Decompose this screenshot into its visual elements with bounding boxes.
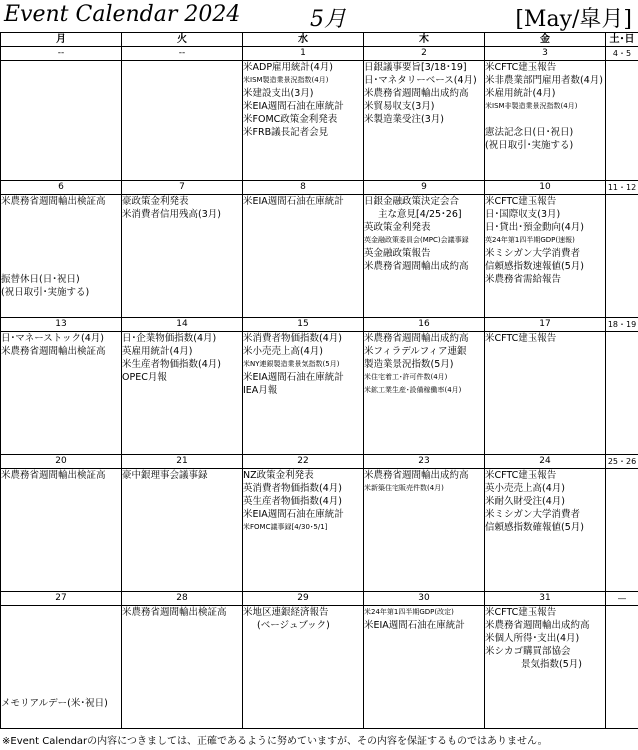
date-number: 28 bbox=[122, 592, 243, 606]
disclaimer-footer: ※Event Calendarの内容につきましては、正確であるように努めていますが、その内容を保証するものではありません。 bbox=[2, 736, 548, 747]
calendar-grid bbox=[0, 32, 638, 729]
weekday-fri: 金 bbox=[485, 33, 606, 47]
day-cell bbox=[606, 606, 638, 729]
date-number: 29 bbox=[243, 592, 364, 606]
event-entry: 米耐久財受注(4月) bbox=[485, 496, 565, 507]
event-entry: 米農務省週間輸出検証高 bbox=[1, 470, 106, 481]
date-number: 21 bbox=[122, 455, 243, 469]
event-entry: 米消費者物価指数(4月) bbox=[243, 333, 342, 344]
weekday-header-row bbox=[1, 33, 638, 47]
date-number: -- bbox=[1, 47, 122, 61]
day-cell bbox=[122, 61, 243, 181]
date-number: 16 bbox=[364, 318, 485, 332]
date-number: 4・5 bbox=[606, 47, 638, 61]
day-cell bbox=[243, 606, 364, 729]
day-cell bbox=[1, 332, 122, 455]
event-entry: 英雇用統計(4月) bbox=[122, 346, 193, 357]
day-cell bbox=[364, 332, 485, 455]
event-entry: 米農務省週間輸出検証高 bbox=[122, 607, 227, 618]
event-entry: 英24年第1四半期GDP(速報) bbox=[485, 236, 575, 244]
calendar-title: Event Calendar 2024 bbox=[4, 2, 241, 27]
date-number-row bbox=[1, 592, 638, 606]
day-cell bbox=[122, 195, 243, 318]
date-number: 3 bbox=[485, 47, 606, 61]
event-entry: 米EIA週間石油在庫統計 bbox=[243, 196, 344, 207]
day-cell bbox=[1, 606, 122, 729]
day-cell bbox=[364, 61, 485, 181]
date-number: 18・19 bbox=[606, 318, 638, 332]
calendar-header bbox=[0, 0, 638, 32]
date-number: 20 bbox=[1, 455, 122, 469]
day-cell bbox=[1, 195, 122, 318]
date-number: 15 bbox=[243, 318, 364, 332]
date-number-row bbox=[1, 455, 638, 469]
events-row bbox=[1, 195, 638, 318]
day-cell bbox=[1, 469, 122, 592]
weekday-weekend: 土･日 bbox=[606, 33, 638, 47]
event-entry bbox=[1, 619, 121, 632]
date-number-row bbox=[1, 181, 638, 195]
event-entry: 米貿易収支(3月) bbox=[364, 101, 435, 112]
event-entry: 英金融政策報告 bbox=[364, 248, 431, 259]
event-entry: 日･企業物価指数(4月) bbox=[122, 333, 217, 344]
events-row bbox=[1, 61, 638, 181]
event-entry: 米農務省週間輸出成約高 bbox=[364, 333, 469, 344]
day-cell bbox=[606, 195, 638, 318]
event-entry: 米小売売上高(4月) bbox=[243, 346, 323, 357]
event-entry: 米消費者信用残高(3月) bbox=[122, 209, 221, 220]
event-entry: メモリアルデー(米･祝日) bbox=[1, 698, 108, 709]
event-entry bbox=[1, 260, 121, 273]
event-entry: 豪政策金利発表 bbox=[122, 196, 189, 207]
event-entry: 米シカゴ購買部協会 bbox=[485, 646, 571, 657]
date-number: 22 bbox=[243, 455, 364, 469]
event-entry: (祝日取引･実施する) bbox=[485, 140, 574, 151]
date-number: 6 bbox=[1, 181, 122, 195]
date-number: 2 bbox=[364, 47, 485, 61]
event-entry: 製造業景況指数(5月) bbox=[364, 359, 454, 370]
event-entry: 米製造業受注(3月) bbox=[364, 114, 444, 125]
event-entry bbox=[1, 684, 121, 697]
event-entry: 米農務省週間輸出成約高 bbox=[485, 620, 590, 631]
event-entry: 米EIA週間石油在庫統計 bbox=[243, 101, 344, 112]
event-entry: 米CFTC建玉報告 bbox=[485, 196, 557, 207]
date-number-row bbox=[1, 47, 638, 61]
date-number: 10 bbox=[485, 181, 606, 195]
event-entry: 米CFTC建玉報告 bbox=[485, 470, 557, 481]
event-entry: 米農務省週間輸出成約高 bbox=[364, 261, 469, 272]
event-entry: 英生産者物価指数(4月) bbox=[243, 496, 342, 507]
day-cell bbox=[606, 332, 638, 455]
day-cell bbox=[122, 606, 243, 729]
event-entry: 米生産者物価指数(4月) bbox=[122, 359, 221, 370]
date-number: 1 bbox=[243, 47, 364, 61]
event-entry: 日･国際収支(3月) bbox=[485, 209, 561, 220]
event-entry: 主な意見[4/25･26] bbox=[378, 209, 462, 220]
date-number: 25・26 bbox=[606, 455, 638, 469]
event-entry: 米FRB議長記者会見 bbox=[243, 127, 329, 138]
date-number: 7 bbox=[122, 181, 243, 195]
event-entry: 米農務省需給報告 bbox=[485, 274, 562, 285]
event-entry: 米CFTC建玉報告 bbox=[485, 607, 557, 618]
event-entry: 日銀金融政策決定会合 bbox=[364, 196, 460, 207]
event-entry: 米鉱工業生産･設備稼働率(4月) bbox=[364, 386, 462, 394]
event-entry: 日･マネタリーベース(4月) bbox=[364, 75, 477, 86]
date-number: 31 bbox=[485, 592, 606, 606]
event-entry: 英小売売上高(4月) bbox=[485, 483, 565, 494]
event-entry: 米ISM製造業景況指数(4月) bbox=[243, 76, 329, 84]
events-row bbox=[1, 606, 638, 729]
event-entry: 米農務省週間輸出成約高 bbox=[364, 470, 469, 481]
date-number: 27 bbox=[1, 592, 122, 606]
event-entry: (ベージュブック) bbox=[257, 620, 330, 631]
day-cell bbox=[243, 332, 364, 455]
weekday-mon: 月 bbox=[1, 33, 122, 47]
day-cell bbox=[243, 61, 364, 181]
event-entry: NZ政策金利発表 bbox=[243, 470, 314, 481]
event-entry: 米FOMC議事録[4/30･5/1] bbox=[243, 523, 328, 531]
day-cell bbox=[243, 195, 364, 318]
month-label: 5月 bbox=[310, 7, 346, 32]
day-cell bbox=[122, 332, 243, 455]
event-entry: 米農務省週間輸出検証高 bbox=[1, 346, 106, 357]
date-number: 9 bbox=[364, 181, 485, 195]
day-cell bbox=[485, 195, 606, 318]
event-entry: 米非農業部門雇用者数(4月) bbox=[485, 75, 603, 86]
event-entry bbox=[1, 645, 121, 658]
event-entry: 英政策金利発表 bbox=[364, 222, 431, 233]
day-cell bbox=[606, 469, 638, 592]
event-entry: 米NY連銀製造業景気指数(5月) bbox=[243, 360, 340, 368]
event-entry: 米住宅着工･許可件数(4月) bbox=[364, 373, 448, 381]
weekday-tue: 火 bbox=[122, 33, 243, 47]
event-entry: 憲法記念日(日･祝日) bbox=[485, 127, 574, 138]
event-entry: 米24年第1四半期GDP(改定) bbox=[364, 608, 454, 616]
event-entry: 米フィラデルフィア連銀 bbox=[364, 346, 467, 357]
event-entry bbox=[1, 658, 121, 671]
date-number: 8 bbox=[243, 181, 364, 195]
events-row bbox=[1, 469, 638, 592]
event-entry: 米ADP雇用統計(4月) bbox=[243, 62, 333, 73]
weekday-thu: 木 bbox=[364, 33, 485, 47]
date-number-row bbox=[1, 318, 638, 332]
event-entry: (祝日取引･実施する) bbox=[1, 287, 90, 298]
event-entry: 米ISM非製造業景況指数(4月) bbox=[485, 102, 578, 110]
event-entry bbox=[1, 208, 121, 221]
event-entry: 日･貸出･預金動向(4月) bbox=[485, 222, 584, 233]
event-entry: 信頼感指数確報値(5月) bbox=[485, 522, 584, 533]
month-english-label: [May/皐月] bbox=[515, 7, 632, 32]
day-cell bbox=[485, 469, 606, 592]
event-entry bbox=[485, 113, 605, 126]
event-entry: 英消費者物価指数(4月) bbox=[243, 483, 342, 494]
date-number: 11・12 bbox=[606, 181, 638, 195]
event-entry bbox=[1, 247, 121, 260]
date-number: 17 bbox=[485, 318, 606, 332]
event-entry: 米EIA週間石油在庫統計 bbox=[243, 372, 344, 383]
event-entry: 振替休日(日･祝日) bbox=[1, 274, 80, 285]
event-entry: 米農務省週間輸出成約高 bbox=[364, 88, 469, 99]
event-entry: 米雇用統計(4月) bbox=[485, 88, 556, 99]
date-number: 13 bbox=[1, 318, 122, 332]
event-entry bbox=[1, 671, 121, 684]
date-number: ― bbox=[606, 592, 638, 606]
event-entry: 信頼感指数速報値(5月) bbox=[485, 261, 584, 272]
day-cell bbox=[1, 61, 122, 181]
day-cell bbox=[122, 469, 243, 592]
date-number: 24 bbox=[485, 455, 606, 469]
date-number: 30 bbox=[364, 592, 485, 606]
weekday-wed: 水 bbox=[243, 33, 364, 47]
event-entry: 米新築住宅販売件数(4月) bbox=[364, 484, 444, 492]
event-entry bbox=[1, 632, 121, 645]
day-cell bbox=[485, 61, 606, 181]
day-cell bbox=[364, 469, 485, 592]
event-entry bbox=[1, 234, 121, 247]
event-entry: 米ミシガン大学消費者 bbox=[485, 509, 581, 520]
event-entry: 米地区連銀経済報告 bbox=[243, 607, 329, 618]
event-entry: 日銀議事要旨[3/18･19] bbox=[364, 62, 467, 73]
events-row bbox=[1, 332, 638, 455]
event-entry bbox=[1, 221, 121, 234]
event-entry: 景気指数(5月) bbox=[521, 659, 582, 670]
date-number: 23 bbox=[364, 455, 485, 469]
day-cell bbox=[364, 195, 485, 318]
day-cell bbox=[485, 332, 606, 455]
event-entry: 米CFTC建玉報告 bbox=[485, 62, 557, 73]
day-cell bbox=[606, 61, 638, 181]
event-entry: 日･マネーストック(4月) bbox=[1, 333, 104, 344]
event-entry: 米農務省週間輸出検証高 bbox=[1, 196, 106, 207]
day-cell bbox=[243, 469, 364, 592]
event-entry: 米EIA週間石油在庫統計 bbox=[243, 509, 344, 520]
event-entry bbox=[1, 606, 121, 619]
event-entry: OPEC月報 bbox=[122, 372, 167, 383]
date-number: 14 bbox=[122, 318, 243, 332]
event-entry: 米EIA週間石油在庫統計 bbox=[364, 620, 465, 631]
event-entry: 米CFTC建玉報告 bbox=[485, 333, 557, 344]
event-entry: 英金融政策委員会(MPC)会議事録 bbox=[364, 236, 469, 244]
day-cell bbox=[485, 606, 606, 729]
event-entry: IEA月報 bbox=[243, 385, 278, 396]
day-cell bbox=[364, 606, 485, 729]
event-entry: 米ミシガン大学消費者 bbox=[485, 248, 581, 259]
event-entry: 米建設支出(3月) bbox=[243, 88, 314, 99]
event-entry: 豪中銀理事会議事録 bbox=[122, 470, 208, 481]
event-entry: 米個人所得･支出(4月) bbox=[485, 633, 580, 644]
event-entry: 米FOMC政策金利発表 bbox=[243, 114, 338, 125]
date-number: -- bbox=[122, 47, 243, 61]
